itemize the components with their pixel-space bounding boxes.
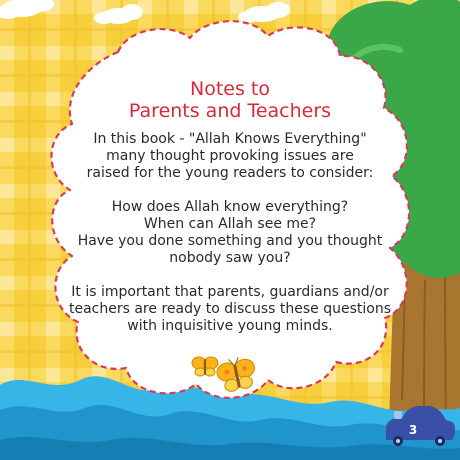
closing-paragraph — [60, 284, 400, 335]
title-line-1: Notes to — [190, 78, 270, 100]
questions-paragraph — [60, 199, 400, 267]
question-line: Have you done something and you thought — [77, 233, 383, 249]
intro-line: many thought provoking issues are — [106, 148, 354, 164]
question-line: nobody saw you? — [169, 250, 291, 266]
page-number: 3 — [408, 423, 418, 437]
question-line: How does Allah know everything? — [111, 199, 349, 215]
closing-line: with inquisitive young minds. — [127, 318, 333, 334]
page-title — [60, 78, 400, 122]
notes-text-block — [60, 78, 400, 335]
intro-paragraph — [60, 131, 400, 182]
closing-line: teachers are ready to discuss these questions — [68, 301, 391, 317]
intro-line: raised for the young readers to consider: — [86, 165, 374, 181]
question-line: When can Allah see me? — [143, 216, 317, 232]
butterfly-icon — [192, 357, 218, 376]
closing-line: It is important that parents, guardians and/or — [71, 284, 389, 300]
intro-line: In this book - "Allah Knows Everything" — [93, 131, 367, 147]
title-line-2: Parents and Teachers — [128, 100, 332, 122]
